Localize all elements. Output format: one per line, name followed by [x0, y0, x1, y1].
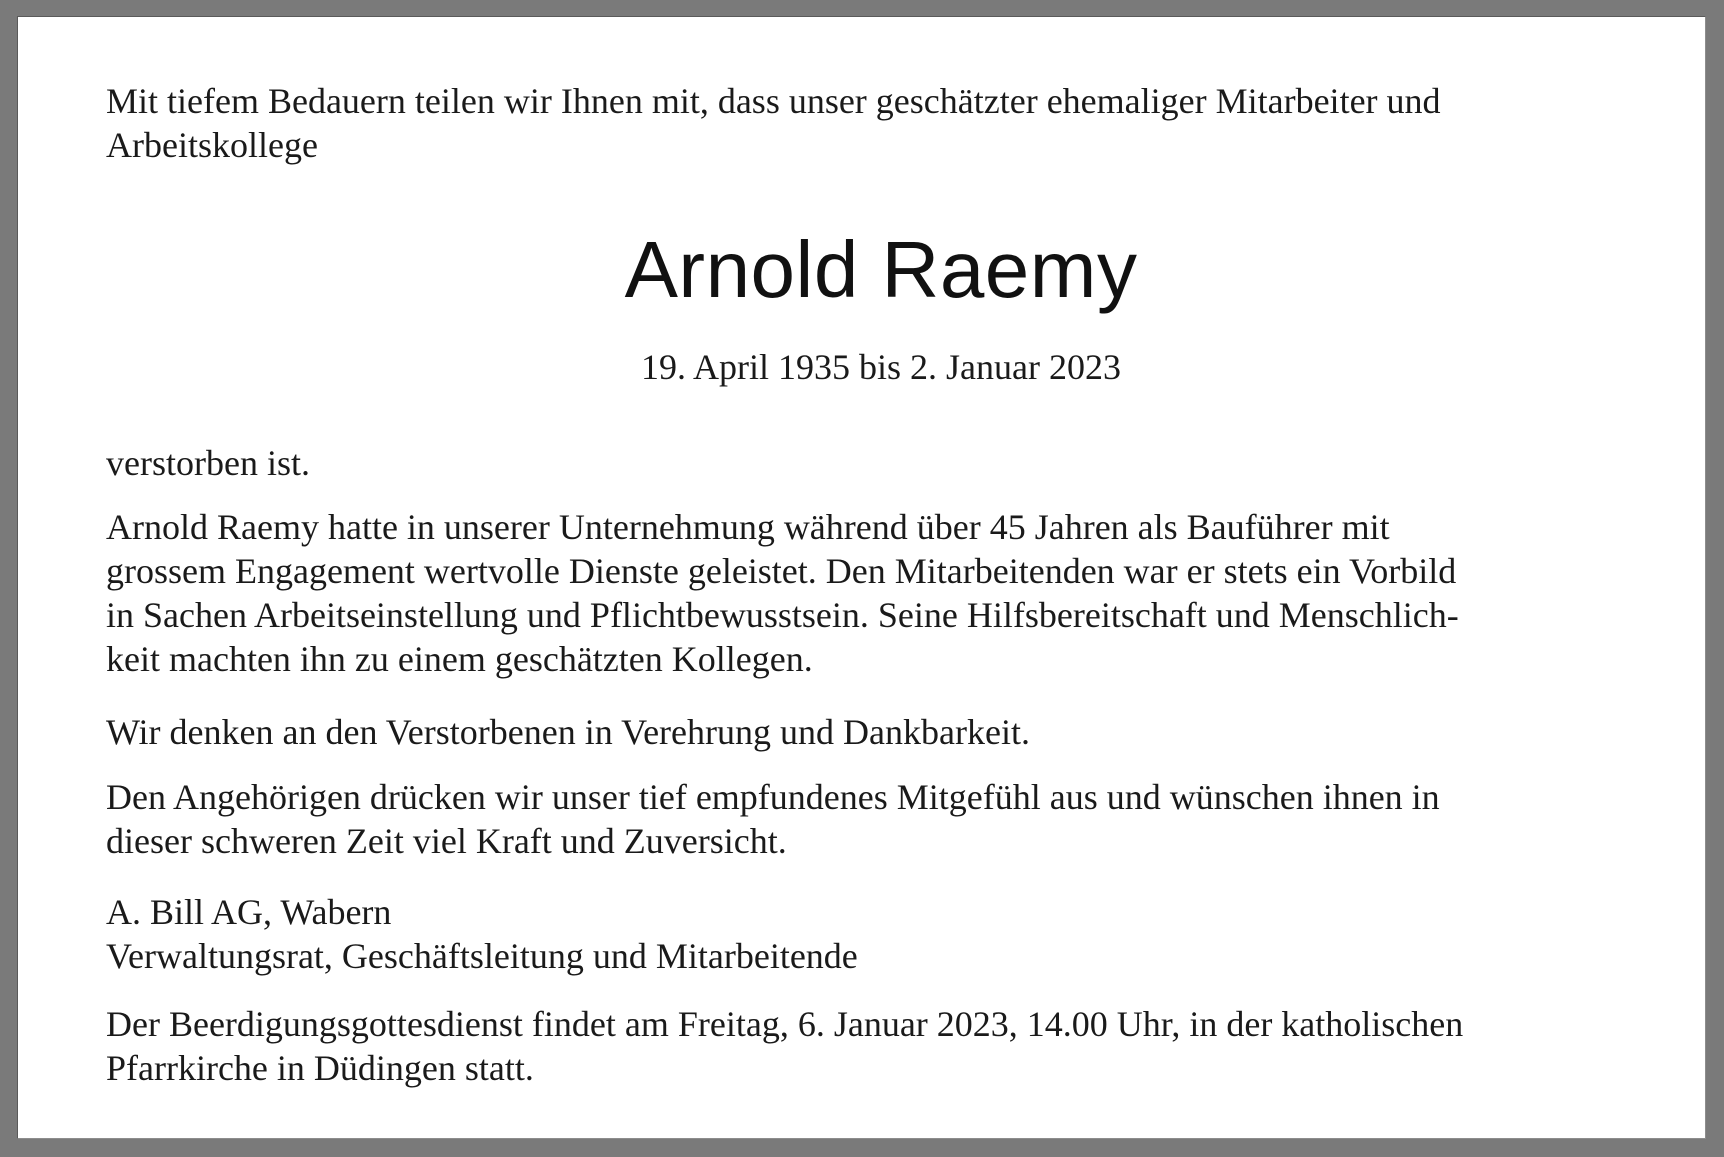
signature-company: A. Bill AG, Wabern: [106, 892, 392, 932]
signature-people: Verwaltungsrat, Geschäftsleitung und Mitarbeitende: [106, 936, 858, 976]
intro-text: Mit tiefem Bedauern teilen wir Ihnen mit, dass unser geschätzter ehemaliger Mitarbeiter und Arbeitskollege: [106, 81, 1441, 165]
tribute-paragraph: Arnold Raemy hatte in unserer Unternehmung während über 45 Jahren als Bauführer mit grossem Engagement wertvolle Dienste geleistet. Den Mitarbeitenden war er stets ein Vorbild in Sachen Arbeitseinstellung und Pflichtbewusstsein. Seine Hilfsbereitschaft und Menschlich- keit machten ihn zu einem geschätzten Kollegen.: [106, 507, 1459, 679]
obituary-notice: [17, 16, 1706, 1139]
deceased-text: verstorben ist.: [106, 443, 310, 483]
condolence-paragraph: Den Angehörigen drücken wir unser tief empfundenes Mitgefühl aus und wünschen ihnen in dieser schweren Zeit viel Kraft und Zuversicht.: [106, 777, 1440, 861]
life-dates: 19. April 1935 bis 2. Januar 2023: [641, 347, 1121, 387]
deceased-name: Arnold Raemy: [624, 225, 1138, 314]
funeral-information: Der Beerdigungsgottesdienst findet am Freitag, 6. Januar 2023, 14.00 Uhr, in der katholischen Pfarrkirche in Düdingen statt.: [106, 1004, 1464, 1088]
thanks-paragraph: Wir denken an den Verstorbenen in Verehrung und Dankbarkeit.: [106, 712, 1030, 752]
signature-block: [106, 890, 858, 978]
